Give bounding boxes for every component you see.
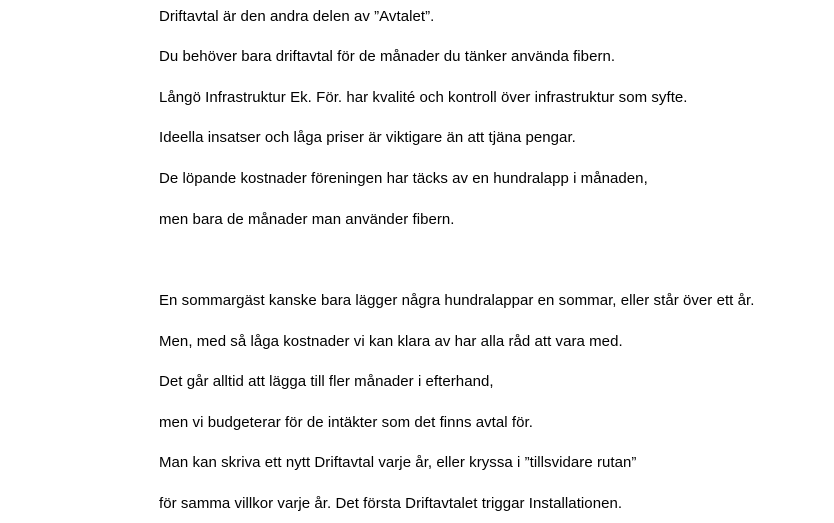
paragraph-line-11: Man kan skriva ett nytt Driftavtal varje år, eller kryssa i ”tillsvidare rutan” bbox=[159, 454, 637, 471]
paragraph-line-5: De löpande kostnader föreningen har täcks av en hundralapp i månaden, bbox=[159, 170, 648, 187]
paragraph-line-9: Det går alltid att lägga till fler månader i efterhand, bbox=[159, 373, 494, 390]
paragraph-line-10: men vi budgeterar för de intäkter som det finns avtal för. bbox=[159, 414, 533, 431]
paragraph-line-8: Men, med så låga kostnader vi kan klara av har alla råd att vara med. bbox=[159, 333, 623, 350]
paragraph-line-6: men bara de månader man använder fibern. bbox=[159, 211, 455, 228]
paragraph-line-2: Du behöver bara driftavtal för de månader du tänker använda fibern. bbox=[159, 48, 616, 65]
paragraph-line-1: Driftavtal är den andra delen av ”Avtalet”. bbox=[159, 8, 435, 25]
paragraph-line-7: En sommargäst kanske bara lägger några hundralappar en sommar, eller står över ett år. bbox=[159, 292, 755, 309]
paragraph-line-12: för samma villkor varje år. Det första Driftavtalet triggar Installationen. bbox=[159, 495, 623, 512]
paragraph-line-4: Ideella insatser och låga priser är viktigare än att tjäna pengar. bbox=[159, 129, 576, 146]
paragraph-line-3: Långö Infrastruktur Ek. För. har kvalité och kontroll över infrastruktur som syfte. bbox=[159, 89, 688, 106]
